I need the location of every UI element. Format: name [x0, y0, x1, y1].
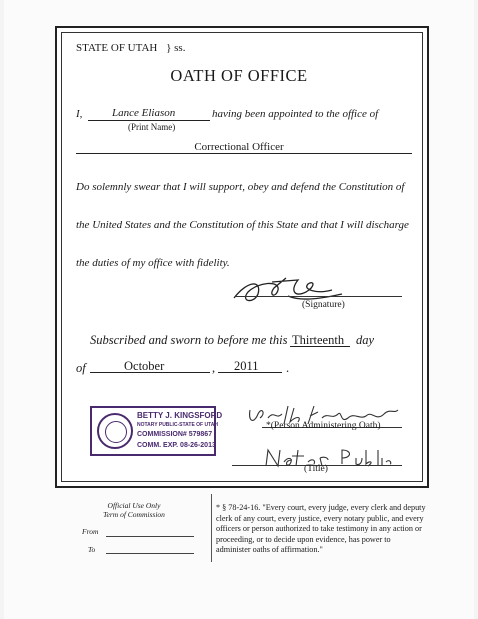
day-word: day	[356, 333, 375, 347]
name-underline	[88, 120, 210, 121]
i-label: I,	[76, 108, 83, 120]
oath-line-1: Do solemnly swear that I will support, obey and defend the Constitution of	[76, 181, 405, 193]
month-value: October	[124, 359, 165, 373]
notary-title-handwriting	[262, 444, 394, 470]
stamp-name: BETTY J. KINGSFORD	[137, 411, 223, 420]
stamp-commission: COMMISSION# 579867	[137, 431, 213, 438]
signature-label: (Signature)	[302, 300, 345, 310]
to-field[interactable]	[106, 553, 194, 554]
office-name: Correctional Officer	[194, 141, 284, 153]
oath-line-2: the United States and the Constitution of this State and that I will discharge	[76, 219, 409, 231]
notary-seal-icon	[97, 413, 133, 449]
venue-line	[76, 42, 185, 54]
year-value: 2011	[234, 359, 259, 373]
of-word: of	[76, 361, 86, 375]
date-period: .	[286, 361, 290, 375]
term-label: Term of Commission	[103, 510, 165, 519]
office-underline	[76, 153, 412, 154]
subscribed-text: Subscribed and sworn to before me this	[90, 333, 288, 347]
day-value: Thirteenth	[292, 333, 345, 347]
document-title: OATH OF OFFICE	[170, 66, 308, 85]
appointee-name: Lance Eliason	[112, 107, 176, 119]
appointed-text: having been appointed to the office of	[212, 108, 379, 120]
statute-text: * § 78-24-16. "Every court, every judge, every clerk and deputy clerk of any court, every justice, every notary public, and every officers or person authorized to take testimony in any action or proceeding, or to decide upon evidence, has power to administer oaths of affirmation."	[216, 503, 426, 555]
stamp-state: NOTARY PUBLIC-STATE OF UTAH	[137, 422, 219, 428]
from-label: From	[82, 527, 99, 536]
ss-text: ss.	[174, 42, 186, 54]
oath-line-3: the duties of my office with fidelity.	[76, 257, 230, 269]
footer-divider	[211, 494, 212, 562]
to-label: To	[88, 545, 96, 554]
brace-glyph: }	[166, 42, 172, 54]
signature-underline	[236, 296, 402, 297]
state-text: STATE OF UTAH	[76, 42, 158, 54]
from-field[interactable]	[106, 536, 194, 537]
title-label: (Title)	[304, 464, 328, 474]
notary-stamp	[90, 406, 223, 456]
administering-label: *(Person Administering Oath)	[266, 421, 381, 431]
date-comma: ,	[212, 361, 216, 375]
official-use-label: Official Use Only	[107, 501, 161, 510]
stamp-expiration: COMM. EXP. 08-26-2013	[137, 442, 216, 449]
print-name-label: (Print Name)	[128, 122, 176, 132]
